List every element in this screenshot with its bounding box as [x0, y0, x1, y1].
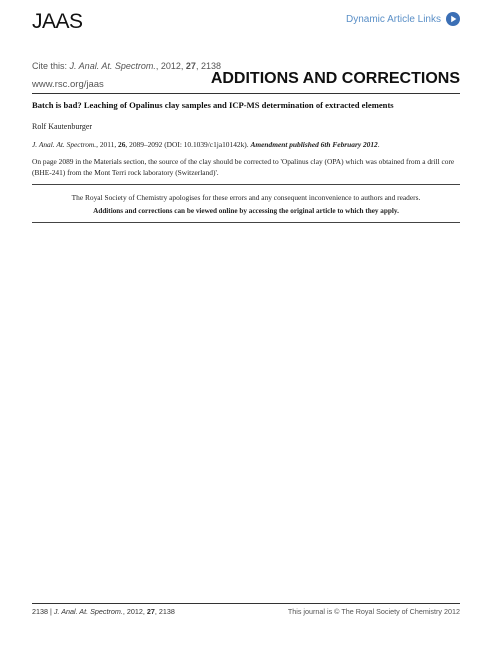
reference-volume: 26 — [118, 140, 126, 149]
author-name: Rolf Kautenburger — [32, 122, 93, 131]
cite-line — [32, 61, 221, 71]
play-circle-icon — [446, 12, 460, 26]
footer-journal: J. Anal. At. Spectrom. — [53, 607, 123, 616]
original-article-reference — [32, 140, 462, 149]
reference-journal: J. Anal. At. Spectrom. — [32, 140, 97, 149]
journal-url-link[interactable]: www.rsc.org/jaas — [32, 79, 104, 90]
cite-year: , 2012, — [155, 61, 186, 71]
footer-pages: , 2138 — [154, 607, 175, 616]
body-divider-bottom — [32, 222, 460, 223]
footer-volume: 27 — [146, 607, 155, 616]
footer-divider — [32, 603, 460, 604]
apology-statement: The Royal Society of Chemistry apologises for these errors and any consequent inconvenience to authors and readers. — [71, 193, 421, 202]
cite-volume: 27 — [185, 61, 196, 71]
cite-pages: , 2138 — [195, 61, 221, 71]
online-access-note: Additions and corrections can be viewed online by accessing the original article to which they apply. — [93, 207, 399, 215]
body-divider-top — [32, 184, 460, 185]
footer-year: , 2012, — [122, 607, 147, 616]
cite-journal: J. Anal. At. Spectrom. — [69, 61, 156, 71]
footer-citation — [32, 607, 175, 616]
header-divider — [32, 93, 460, 94]
dynamic-article-links-label: Dynamic Article Links — [345, 13, 441, 25]
footer-page-number: 2138 — [32, 607, 48, 616]
journal-logo: JAAS — [32, 10, 83, 33]
reference-year: , 2011, — [96, 140, 119, 149]
reference-details: , 2089–2092 (DOI: 10.1039/c1ja10142k). — [125, 140, 251, 149]
amendment-date: Amendment published 6th February 2012 — [250, 140, 378, 149]
footer-copyright: This journal is © The Royal Society of Chemistry 2012 — [287, 607, 460, 616]
correction-text: On page 2089 in the Materials section, the source of the clay should be corrected to 'Opalinus clay (OPA) which was obtained from a drill core (BHE-241) from the Mont Terri rock laboratory (Switzerland)'. — [32, 157, 455, 177]
cite-prefix: Cite this: — [32, 61, 70, 71]
reference-end: . — [377, 140, 380, 149]
article-title: Batch is bad? Leaching of Opalinus clay samples and ICP-MS determination of extracted elements — [32, 100, 394, 110]
footer-separator: | — [48, 607, 54, 616]
dynamic-article-links[interactable] — [346, 12, 460, 26]
section-title: ADDITIONS AND CORRECTIONS — [210, 70, 460, 87]
